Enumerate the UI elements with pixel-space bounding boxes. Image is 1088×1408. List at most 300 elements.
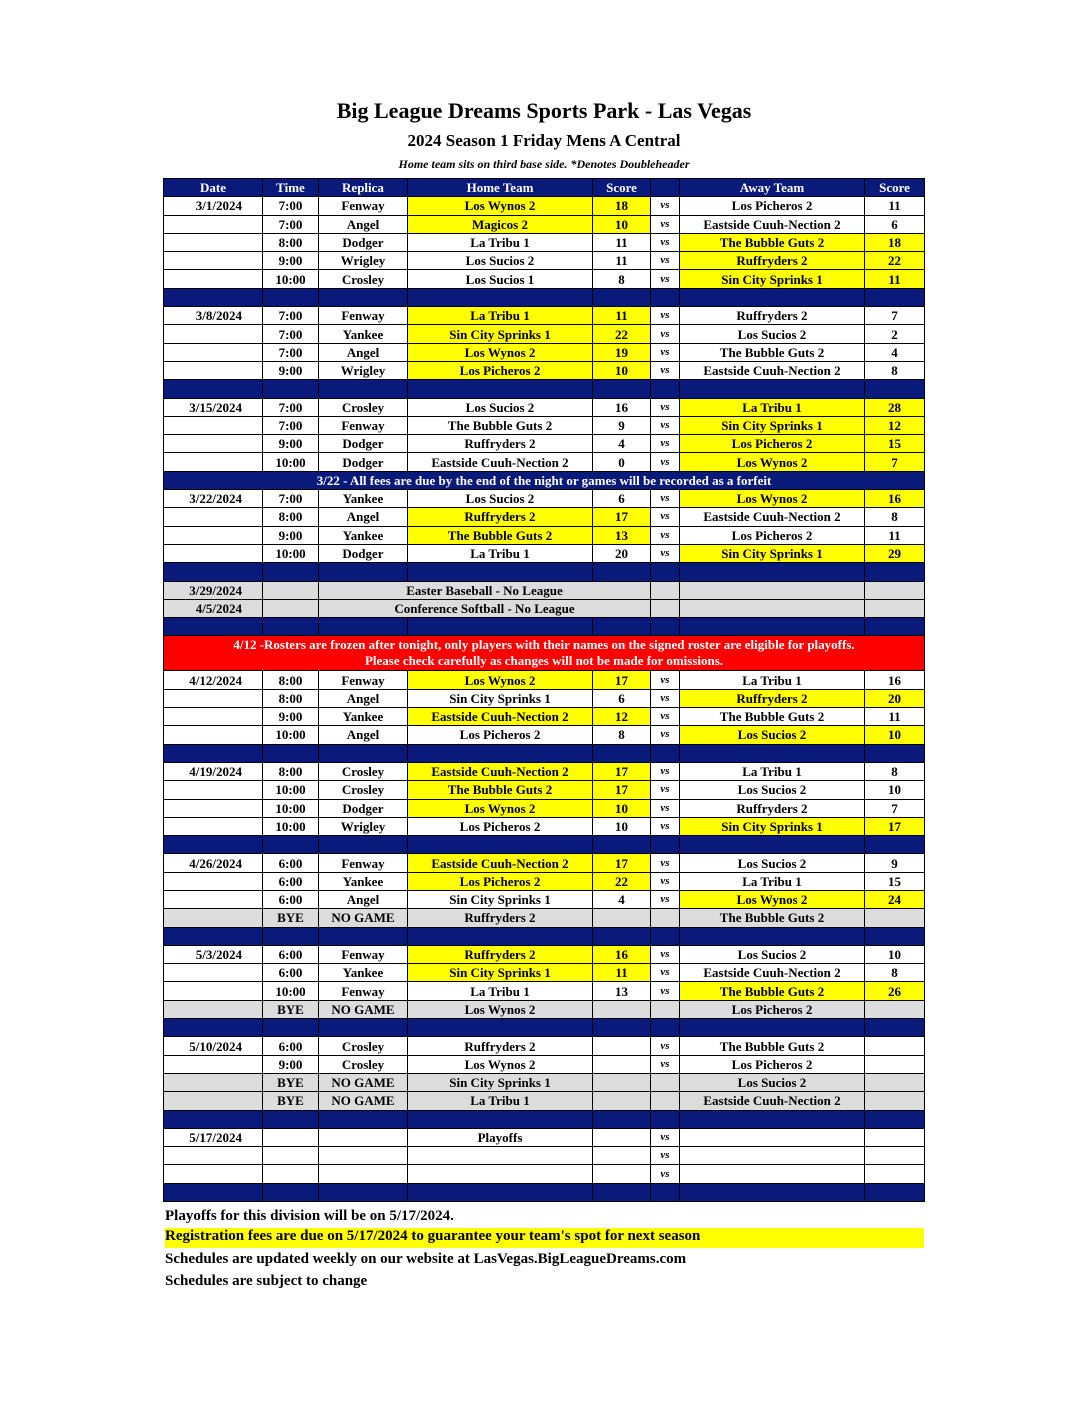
- away-score: 29: [865, 544, 925, 562]
- game-row: [164, 890, 925, 908]
- game-time: [263, 1128, 319, 1146]
- away-team: Los Wynos 2: [680, 490, 865, 508]
- separator-cell: [408, 618, 593, 636]
- away-score: [865, 909, 925, 927]
- game-time: 9:00: [263, 708, 319, 726]
- schedule-body: [164, 197, 925, 1202]
- away-score: 7: [865, 799, 925, 817]
- away-team: Los Sucios 2: [680, 325, 865, 343]
- home-score: 17: [593, 781, 651, 799]
- away-score: 16: [865, 671, 925, 689]
- away-score: 15: [865, 872, 925, 890]
- col-home-score: Score: [593, 179, 651, 197]
- home-team: Eastside Cuuh-Nection 2: [408, 762, 593, 780]
- game-date: [164, 964, 263, 982]
- week-separator: [164, 380, 925, 398]
- game-time: 10:00: [263, 453, 319, 471]
- separator-cell: [680, 836, 865, 854]
- separator-cell: [263, 744, 319, 762]
- away-score: [865, 1092, 925, 1110]
- game-time: 6:00: [263, 945, 319, 963]
- home-team: Ruffryders 2: [408, 945, 593, 963]
- vs-cell: vs: [651, 197, 680, 215]
- away-team: Ruffryders 2: [680, 689, 865, 707]
- away-score: 12: [865, 416, 925, 434]
- vs-cell: vs: [651, 307, 680, 325]
- separator-cell: [263, 563, 319, 581]
- game-row: [164, 416, 925, 434]
- home-team: Los Sucios 1: [408, 270, 593, 288]
- separator-cell: [651, 1183, 680, 1201]
- week-separator: [164, 618, 925, 636]
- home-team: Playoffs: [408, 1128, 593, 1146]
- separator-cell: [408, 288, 593, 306]
- game-date: [164, 270, 263, 288]
- game-row: [164, 964, 925, 982]
- away-team: Sin City Sprinks 1: [680, 817, 865, 835]
- away-team: La Tribu 1: [680, 671, 865, 689]
- game-row: [164, 1037, 925, 1055]
- game-row: [164, 817, 925, 835]
- away-team: Sin City Sprinks 1: [680, 416, 865, 434]
- separator-cell: [593, 1110, 651, 1128]
- separator-cell: [680, 380, 865, 398]
- home-score: 17: [593, 508, 651, 526]
- separator-cell: [164, 1019, 263, 1037]
- footer-playoffs-note: Playoffs for this division will be on 5/17/2024.: [165, 1208, 454, 1224]
- away-team: Los Sucios 2: [680, 1073, 865, 1091]
- home-team: The Bubble Guts 2: [408, 416, 593, 434]
- home-score: 10: [593, 799, 651, 817]
- game-row: [164, 453, 925, 471]
- vs-cell: vs: [651, 398, 680, 416]
- game-row: [164, 799, 925, 817]
- separator-cell: [408, 563, 593, 581]
- vs-cell: vs: [651, 252, 680, 270]
- game-row: [164, 708, 925, 726]
- bye-label: BYE: [263, 1073, 319, 1091]
- separator-cell: [593, 836, 651, 854]
- game-row: [164, 1128, 925, 1146]
- vs-cell: vs: [651, 1128, 680, 1146]
- home-score: 22: [593, 872, 651, 890]
- vs-cell: vs: [651, 872, 680, 890]
- away-score: 11: [865, 708, 925, 726]
- closed-reason: Easter Baseball - No League: [319, 581, 651, 599]
- field-replica: Angel: [319, 343, 408, 361]
- col-date: Date: [164, 179, 263, 197]
- home-team: La Tribu 1: [408, 233, 593, 251]
- game-time: [263, 1147, 319, 1165]
- vs-cell: vs: [651, 945, 680, 963]
- home-score: 20: [593, 544, 651, 562]
- home-score: 11: [593, 307, 651, 325]
- game-row: [164, 526, 925, 544]
- away-team: The Bubble Guts 2: [680, 909, 865, 927]
- field-replica: Fenway: [319, 307, 408, 325]
- game-row: [164, 671, 925, 689]
- separator-cell: [680, 1183, 865, 1201]
- col-home-team: Home Team: [408, 179, 593, 197]
- separator-cell: [319, 744, 408, 762]
- game-time: 8:00: [263, 762, 319, 780]
- game-time: 7:00: [263, 416, 319, 434]
- away-score: 10: [865, 945, 925, 963]
- field-replica: Crosley: [319, 781, 408, 799]
- week-separator: [164, 1183, 925, 1201]
- vs-cell: vs: [651, 1055, 680, 1073]
- field-replica: Yankee: [319, 490, 408, 508]
- separator-cell: [593, 618, 651, 636]
- game-date: [164, 233, 263, 251]
- field-replica: Fenway: [319, 197, 408, 215]
- away-team: The Bubble Guts 2: [680, 982, 865, 1000]
- separator-cell: [865, 1183, 925, 1201]
- field-replica: Dodger: [319, 799, 408, 817]
- field-replica: Crosley: [319, 398, 408, 416]
- home-score: 11: [593, 233, 651, 251]
- away-score: 2: [865, 325, 925, 343]
- field-replica: Angel: [319, 726, 408, 744]
- separator-cell: [319, 927, 408, 945]
- game-time: 6:00: [263, 872, 319, 890]
- game-row: [164, 726, 925, 744]
- game-row: [164, 508, 925, 526]
- game-date: [164, 781, 263, 799]
- vs-cell: vs: [651, 453, 680, 471]
- separator-cell: [263, 1183, 319, 1201]
- separator-cell: [651, 836, 680, 854]
- separator-cell: [408, 1110, 593, 1128]
- game-date: [164, 982, 263, 1000]
- roster-alert-line: Please check carefully as changes will not be made for omissions.: [364, 653, 724, 669]
- vs-cell: vs: [651, 982, 680, 1000]
- away-score: 22: [865, 252, 925, 270]
- vs-cell: vs: [651, 435, 680, 453]
- no-game-label: NO GAME: [319, 1073, 408, 1091]
- home-score: 11: [593, 964, 651, 982]
- vs-cell: vs: [651, 343, 680, 361]
- separator-cell: [164, 836, 263, 854]
- separator-cell: [865, 618, 925, 636]
- field-replica: [319, 1128, 408, 1146]
- away-score: 18: [865, 233, 925, 251]
- separator-cell: [593, 1183, 651, 1201]
- game-date: 3/8/2024: [164, 307, 263, 325]
- field-replica: Yankee: [319, 325, 408, 343]
- vs-cell: [651, 581, 680, 599]
- away-team: Eastside Cuuh-Nection 2: [680, 964, 865, 982]
- away-score: 11: [865, 526, 925, 544]
- vs-cell: [651, 1000, 680, 1018]
- away-score: 16: [865, 490, 925, 508]
- game-date: [164, 508, 263, 526]
- game-time: 9:00: [263, 361, 319, 379]
- game-date: [164, 817, 263, 835]
- game-time: 7:00: [263, 490, 319, 508]
- home-score: [593, 1037, 651, 1055]
- away-score: 7: [865, 307, 925, 325]
- away-team: La Tribu 1: [680, 762, 865, 780]
- home-score: 10: [593, 215, 651, 233]
- game-date: [164, 526, 263, 544]
- home-team: Ruffryders 2: [408, 1037, 593, 1055]
- home-team: Los Wynos 2: [408, 1055, 593, 1073]
- game-time: 7:00: [263, 325, 319, 343]
- away-score: 10: [865, 781, 925, 799]
- vs-cell: vs: [651, 416, 680, 434]
- no-game-label: NO GAME: [319, 1000, 408, 1018]
- separator-cell: [865, 1019, 925, 1037]
- home-team: [408, 1165, 593, 1183]
- home-score: 6: [593, 490, 651, 508]
- away-score: 11: [865, 270, 925, 288]
- roster-alert: [164, 636, 925, 671]
- game-time: 6:00: [263, 964, 319, 982]
- separator-cell: [319, 1019, 408, 1037]
- game-date: [164, 435, 263, 453]
- away-team: La Tribu 1: [680, 398, 865, 416]
- game-row: [164, 307, 925, 325]
- game-time: 10:00: [263, 817, 319, 835]
- game-time: 10:00: [263, 799, 319, 817]
- game-date: [164, 453, 263, 471]
- home-score: 0: [593, 453, 651, 471]
- vs-cell: vs: [651, 1165, 680, 1183]
- vs-cell: [651, 1073, 680, 1091]
- game-time: 10:00: [263, 726, 319, 744]
- away-score: 26: [865, 982, 925, 1000]
- field-replica: Crosley: [319, 762, 408, 780]
- away-team: Los Picheros 2: [680, 526, 865, 544]
- home-team: Los Picheros 2: [408, 817, 593, 835]
- away-team: Los Wynos 2: [680, 453, 865, 471]
- game-date: 4/19/2024: [164, 762, 263, 780]
- separator-cell: [319, 1183, 408, 1201]
- separator-cell: [164, 927, 263, 945]
- home-team: Los Picheros 2: [408, 726, 593, 744]
- game-time: 8:00: [263, 233, 319, 251]
- separator-cell: [651, 380, 680, 398]
- game-date: [164, 544, 263, 562]
- field-replica: Yankee: [319, 872, 408, 890]
- field-replica: [319, 1165, 408, 1183]
- away-team: [680, 1128, 865, 1146]
- separator-cell: [263, 927, 319, 945]
- vs-cell: vs: [651, 270, 680, 288]
- field-replica: Crosley: [319, 270, 408, 288]
- home-team: Eastside Cuuh-Nection 2: [408, 854, 593, 872]
- home-score: 22: [593, 325, 651, 343]
- vs-cell: vs: [651, 762, 680, 780]
- home-team: Magicos 2: [408, 215, 593, 233]
- home-team: La Tribu 1: [408, 307, 593, 325]
- vs-cell: vs: [651, 1037, 680, 1055]
- field-replica: Angel: [319, 890, 408, 908]
- home-score: 6: [593, 689, 651, 707]
- home-team: Sin City Sprinks 1: [408, 964, 593, 982]
- separator-cell: [319, 380, 408, 398]
- home-score: 17: [593, 762, 651, 780]
- game-row: [164, 233, 925, 251]
- game-row: [164, 781, 925, 799]
- away-team: [680, 1147, 865, 1165]
- game-date: [164, 343, 263, 361]
- separator-cell: [593, 563, 651, 581]
- vs-cell: vs: [651, 726, 680, 744]
- vs-cell: vs: [651, 233, 680, 251]
- home-score: [593, 1000, 651, 1018]
- page-title: Big League Dreams Sports Park - Las Vegas: [336, 98, 752, 123]
- separator-cell: [408, 836, 593, 854]
- field-replica: [319, 1147, 408, 1165]
- game-date: [164, 361, 263, 379]
- vs-cell: vs: [651, 361, 680, 379]
- separator-cell: [263, 836, 319, 854]
- away-team: Los Picheros 2: [680, 1055, 865, 1073]
- no-game-label: NO GAME: [319, 909, 408, 927]
- separator-cell: [865, 1110, 925, 1128]
- separator-cell: [263, 618, 319, 636]
- game-time: 9:00: [263, 526, 319, 544]
- vs-cell: [651, 599, 680, 617]
- field-replica: Angel: [319, 508, 408, 526]
- separator-cell: [593, 1019, 651, 1037]
- game-time: 10:00: [263, 982, 319, 1000]
- separator-cell: [408, 380, 593, 398]
- game-date: [164, 708, 263, 726]
- away-score: [865, 1000, 925, 1018]
- away-team: Eastside Cuuh-Nection 2: [680, 1092, 865, 1110]
- field-replica: Fenway: [319, 416, 408, 434]
- game-time: 9:00: [263, 252, 319, 270]
- home-team: The Bubble Guts 2: [408, 781, 593, 799]
- footer-registration-note: Registration fees are due on 5/17/2024 to guarantee your team's spot for next season: [165, 1228, 924, 1248]
- vs-cell: vs: [651, 671, 680, 689]
- home-team: Sin City Sprinks 1: [408, 1073, 593, 1091]
- away-team: [680, 1165, 865, 1183]
- separator-cell: [319, 1110, 408, 1128]
- away-score: 9: [865, 854, 925, 872]
- game-time: 7:00: [263, 343, 319, 361]
- separator-cell: [319, 563, 408, 581]
- field-replica: Wrigley: [319, 252, 408, 270]
- vs-cell: vs: [651, 325, 680, 343]
- separator-cell: [408, 744, 593, 762]
- game-row: [164, 1147, 925, 1165]
- game-date: [164, 1000, 263, 1018]
- away-score: [865, 1165, 925, 1183]
- game-date: 4/5/2024: [164, 599, 263, 617]
- vs-cell: vs: [651, 799, 680, 817]
- home-team: La Tribu 1: [408, 982, 593, 1000]
- vs-cell: vs: [651, 1147, 680, 1165]
- bye-row: [164, 1092, 925, 1110]
- separator-cell: [865, 288, 925, 306]
- away-score: [865, 1128, 925, 1146]
- vs-cell: [651, 1092, 680, 1110]
- away-team: Ruffryders 2: [680, 799, 865, 817]
- game-row: [164, 435, 925, 453]
- separator-cell: [593, 288, 651, 306]
- vs-cell: vs: [651, 689, 680, 707]
- game-row: [164, 215, 925, 233]
- week-separator: [164, 288, 925, 306]
- field-replica: Dodger: [319, 453, 408, 471]
- away-team: Los Picheros 2: [680, 1000, 865, 1018]
- game-time: 9:00: [263, 435, 319, 453]
- home-score: 9: [593, 416, 651, 434]
- separator-cell: [593, 744, 651, 762]
- separator-cell: [408, 927, 593, 945]
- header-row: [164, 179, 925, 197]
- game-row: [164, 762, 925, 780]
- game-row: [164, 1055, 925, 1073]
- away-team: [680, 581, 865, 599]
- game-row: [164, 1165, 925, 1183]
- game-date: [164, 909, 263, 927]
- separator-cell: [680, 618, 865, 636]
- away-score: 7: [865, 453, 925, 471]
- separator-cell: [865, 927, 925, 945]
- home-score: 13: [593, 982, 651, 1000]
- game-date: [164, 1165, 263, 1183]
- week-separator: [164, 1019, 925, 1037]
- col-vs: [651, 179, 680, 197]
- vs-cell: vs: [651, 890, 680, 908]
- home-team: Los Wynos 2: [408, 197, 593, 215]
- no-league-row: [164, 599, 925, 617]
- game-date: 3/1/2024: [164, 197, 263, 215]
- home-team: Los Wynos 2: [408, 1000, 593, 1018]
- separator-cell: [865, 836, 925, 854]
- home-team: La Tribu 1: [408, 544, 593, 562]
- separator-cell: [680, 927, 865, 945]
- game-date: 5/17/2024: [164, 1128, 263, 1146]
- game-date: [164, 215, 263, 233]
- separator-cell: [680, 563, 865, 581]
- separator-cell: [263, 1019, 319, 1037]
- vs-cell: vs: [651, 544, 680, 562]
- separator-cell: [319, 288, 408, 306]
- separator-cell: [651, 744, 680, 762]
- field-replica: Angel: [319, 689, 408, 707]
- game-date: [164, 325, 263, 343]
- away-team: Sin City Sprinks 1: [680, 544, 865, 562]
- away-team: Eastside Cuuh-Nection 2: [680, 508, 865, 526]
- separator-cell: [593, 380, 651, 398]
- game-time: [263, 581, 319, 599]
- roster-alert-line: 4/12 -Rosters are frozen after tonight, only players with their names on the signed roster are eligible for playoffs.: [233, 637, 855, 653]
- field-replica: Wrigley: [319, 361, 408, 379]
- away-score: [865, 1073, 925, 1091]
- fee-notice: 3/22 - All fees are due by the end of the night or games will be recorded as a forfeit: [164, 471, 925, 489]
- game-time: 10:00: [263, 781, 319, 799]
- week-separator: [164, 1110, 925, 1128]
- game-row: [164, 982, 925, 1000]
- away-score: 24: [865, 890, 925, 908]
- away-score: [865, 1147, 925, 1165]
- home-score: 8: [593, 270, 651, 288]
- away-score: 8: [865, 508, 925, 526]
- separator-cell: [164, 1110, 263, 1128]
- away-score: 11: [865, 197, 925, 215]
- closed-reason: Conference Softball - No League: [319, 599, 651, 617]
- separator-cell: [651, 1019, 680, 1037]
- separator-cell: [680, 1019, 865, 1037]
- field-replica: Dodger: [319, 544, 408, 562]
- home-team: Los Wynos 2: [408, 799, 593, 817]
